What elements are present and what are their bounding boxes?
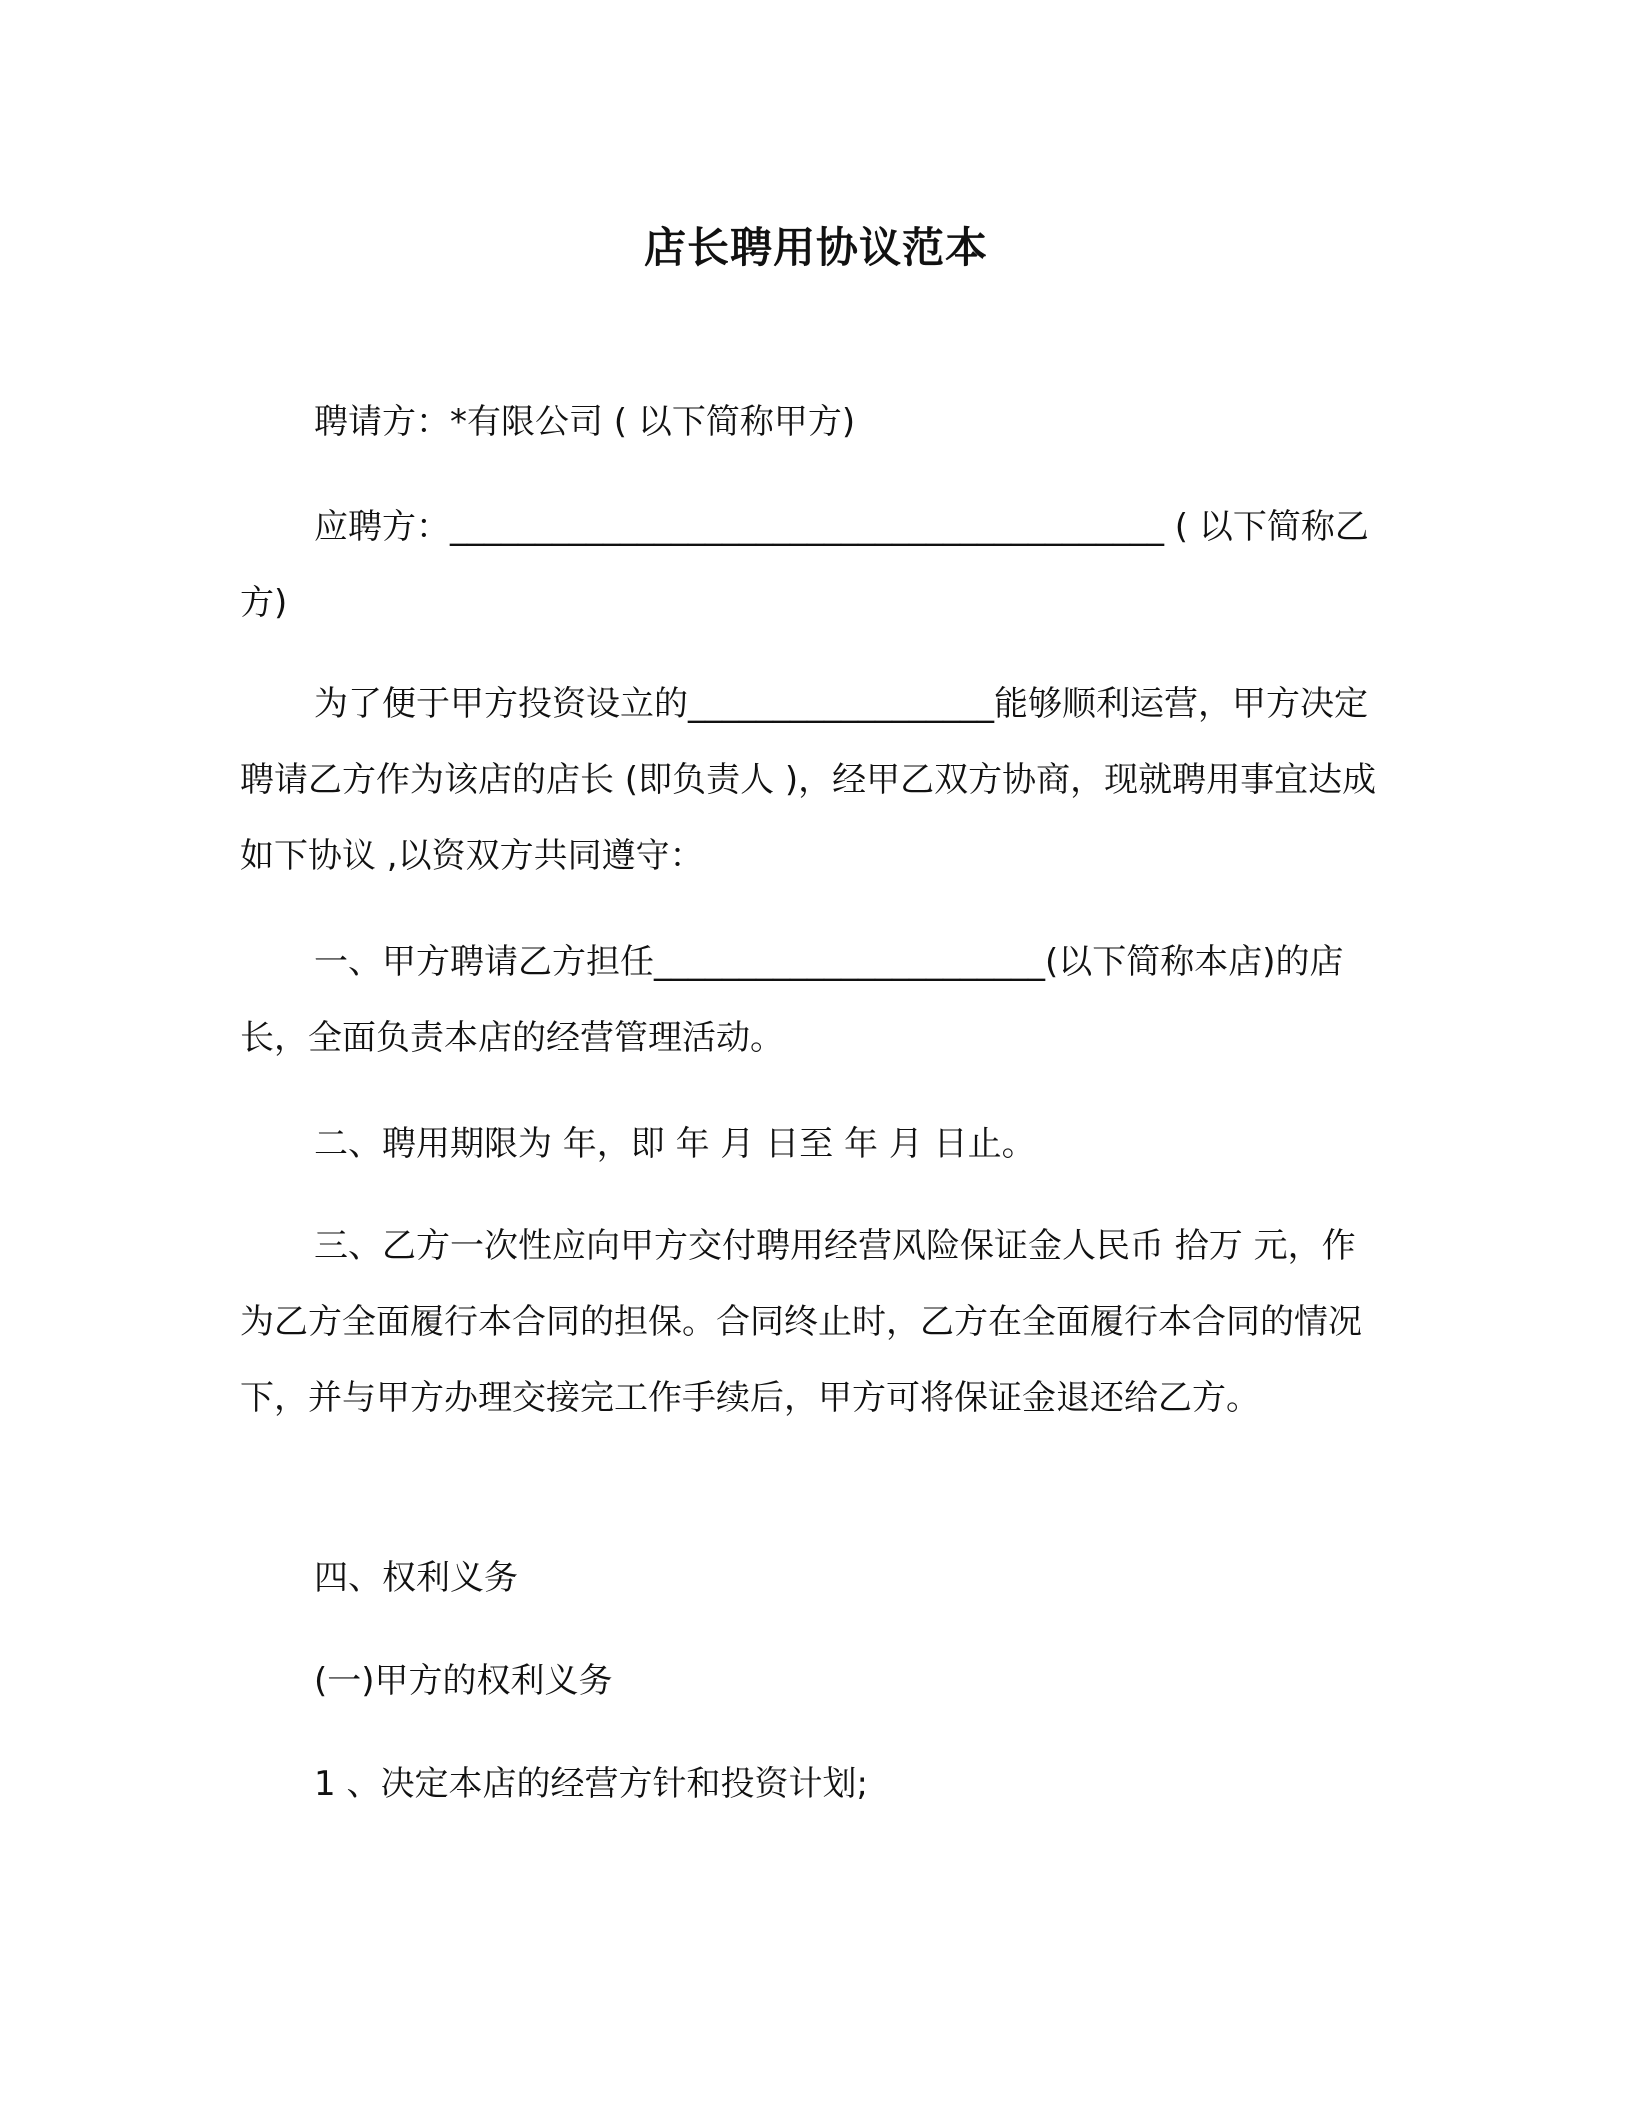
document-title: 店长聘用协议范本 xyxy=(643,223,988,272)
paragraph-preamble: 为了便于甲方投资设立的__________________能够顺利运营，甲方决定聘请乙方作为该店的店长 (即负责人 )，经甲乙双方协商，现就聘用事宜达成如下协议 ,以资双方共同遵守： xyxy=(240,684,1377,876)
clause-4-subheading: (一)甲方的权利义务 xyxy=(314,1661,613,1701)
paragraph-employee: 应聘方：__________________________________________ ( 以下简称乙方) xyxy=(240,507,1369,623)
clause-2: 二、聘用期限为 年，即 年 月 日至 年 月 日止。 xyxy=(314,1124,1036,1164)
paragraph-employer: 聘请方：*有限公司 ( 以下简称甲方) xyxy=(314,402,856,442)
clause-4-heading: 四、权利义务 xyxy=(314,1558,518,1598)
clause-1: 一、甲方聘请乙方担任_______________________(以下简称本店)的店长，全面负责本店的经营管理活动。 xyxy=(240,942,1344,1058)
list-item: 1 、决定本店的经营方针和投资计划; xyxy=(314,1764,868,1804)
clause-3: 三、乙方一次性应向甲方交付聘用经营风险保证金人民币 拾万 元，作为乙方全面履行本合同的担保。合同终止时，乙方在全面履行本合同的情况下，并与甲方办理交接完工作手续后，甲方可将保证金退还给乙方。 xyxy=(240,1226,1362,1418)
